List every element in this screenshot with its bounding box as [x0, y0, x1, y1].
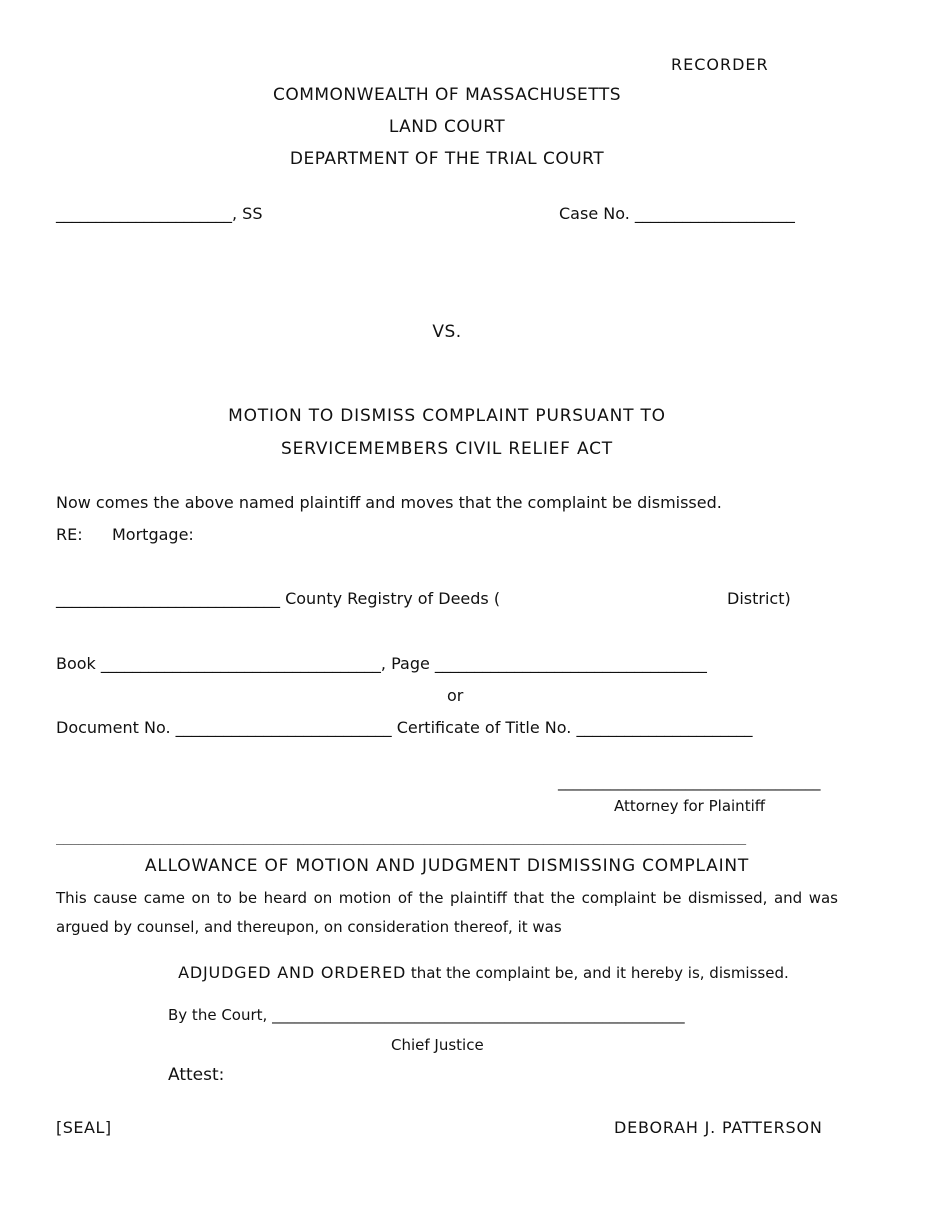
- motion-title-line2: SERVICEMEMBERS CIVIL RELIEF ACT: [281, 439, 613, 459]
- district-label: District): [727, 589, 791, 608]
- case-number-field[interactable]: Case No. ____________________: [559, 204, 795, 223]
- motion-title-line1: MOTION TO DISMISS COMPLAINT PURSUANT TO: [228, 406, 666, 426]
- document-certificate-line[interactable]: Document No. ___________________________ Certificate of Title No. ______________________: [56, 718, 753, 737]
- recorder-name: DEBORAH J. PATTERSON: [614, 1118, 823, 1137]
- mortgage-label: Mortgage:: [112, 525, 194, 544]
- re-label: RE:: [56, 525, 83, 544]
- judgment-title: ALLOWANCE OF MOTION AND JUDGMENT DISMISSING COMPLAINT: [144, 856, 750, 876]
- recorder-label: RECORDER: [671, 55, 769, 74]
- or-text: or: [447, 686, 464, 705]
- attest-label: Attest:: [168, 1065, 225, 1085]
- seal-label: [SEAL]: [56, 1118, 112, 1137]
- adjudged-ordered-caps: ADJUDGED AND ORDERED: [178, 963, 407, 982]
- attorney-for-plaintiff-label: Attorney for Plaintiff: [614, 797, 766, 815]
- header-commonwealth: COMMONWEALTH OF MASSACHUSETTS: [272, 85, 622, 105]
- motion-intro-text: Now comes the above named plaintiff and moves that the complaint be dismissed.: [56, 493, 722, 512]
- county-ss-blank[interactable]: ______________________, SS: [56, 204, 263, 223]
- judgment-paragraph: This cause came on to be heard on motion of the plaintiff that the complaint be dismissed, and was argued by counsel, and thereupon, on consideration thereof, it was: [56, 889, 838, 936]
- adjudged-ordered-rest: that the complaint be, and it hereby is, dismissed.: [406, 964, 789, 982]
- book-page-line[interactable]: Book ___________________________________, Page __________________________________: [56, 654, 707, 673]
- registry-of-deeds-line[interactable]: ____________________________ County Registry of Deeds (: [56, 589, 501, 608]
- adjudged-ordered-line: [168, 949, 789, 981]
- header-department: DEPARTMENT OF THE TRIAL COURT: [289, 149, 605, 169]
- attorney-signature-blank[interactable]: ___________________________________: [558, 773, 821, 791]
- section-separator: ____________________________________________________________________________________________: [56, 830, 746, 845]
- chief-justice-label: Chief Justice: [391, 1036, 484, 1054]
- by-the-court-signature-line[interactable]: By the Court, _______________________________________________________: [168, 1006, 685, 1024]
- header-land-court: LAND COURT: [388, 117, 506, 137]
- versus-label: VS.: [432, 322, 462, 342]
